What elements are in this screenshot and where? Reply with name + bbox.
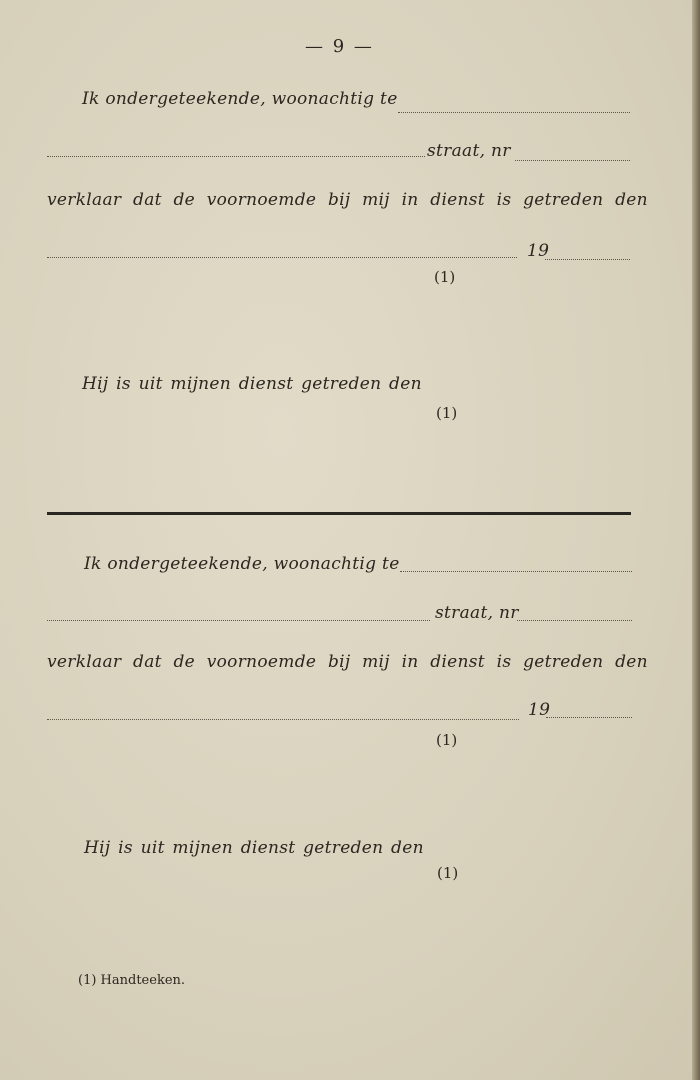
house-number-field[interactable] — [517, 620, 632, 621]
signature-footnote-ref: (1) — [436, 731, 458, 749]
leave-text: Hij is uit mijnen dienst getreden den — [82, 374, 422, 394]
entry-date-field[interactable] — [47, 257, 517, 258]
page-number: — 9 — — [305, 36, 374, 57]
declaration-entry-text: verklaar dat de voornoemde bij mij in dienst is getreden den — [47, 190, 648, 210]
leave-footnote-ref: (1) — [437, 864, 459, 882]
year-prefix: 19 — [528, 700, 551, 720]
street-label: straat, nr — [427, 141, 511, 161]
entry-year-field[interactable] — [546, 717, 632, 718]
street-label: straat, nr — [435, 603, 519, 623]
house-number-field[interactable] — [515, 160, 630, 161]
footnote: (1) Handteeken. — [78, 973, 186, 988]
section-divider — [47, 512, 631, 515]
signature-footnote-ref: (1) — [434, 268, 456, 286]
street-field[interactable] — [47, 620, 430, 621]
declaration-intro: Ik ondergeteekende, woonachtig te — [84, 554, 400, 574]
declaration-intro: Ik ondergeteekende, woonachtig te — [82, 89, 398, 109]
entry-date-field[interactable] — [47, 719, 519, 720]
leave-text: Hij is uit mijnen dienst getreden den — [84, 838, 424, 858]
entry-year-field[interactable] — [545, 259, 630, 260]
page-edge — [692, 0, 700, 1080]
street-field[interactable] — [47, 156, 425, 157]
declaration-entry-text: verklaar dat de voornoemde bij mij in dienst is getreden den — [47, 652, 648, 672]
residence-field[interactable] — [398, 112, 630, 113]
leave-footnote-ref: (1) — [436, 404, 458, 422]
year-prefix: 19 — [527, 241, 550, 261]
residence-field[interactable] — [400, 571, 632, 572]
